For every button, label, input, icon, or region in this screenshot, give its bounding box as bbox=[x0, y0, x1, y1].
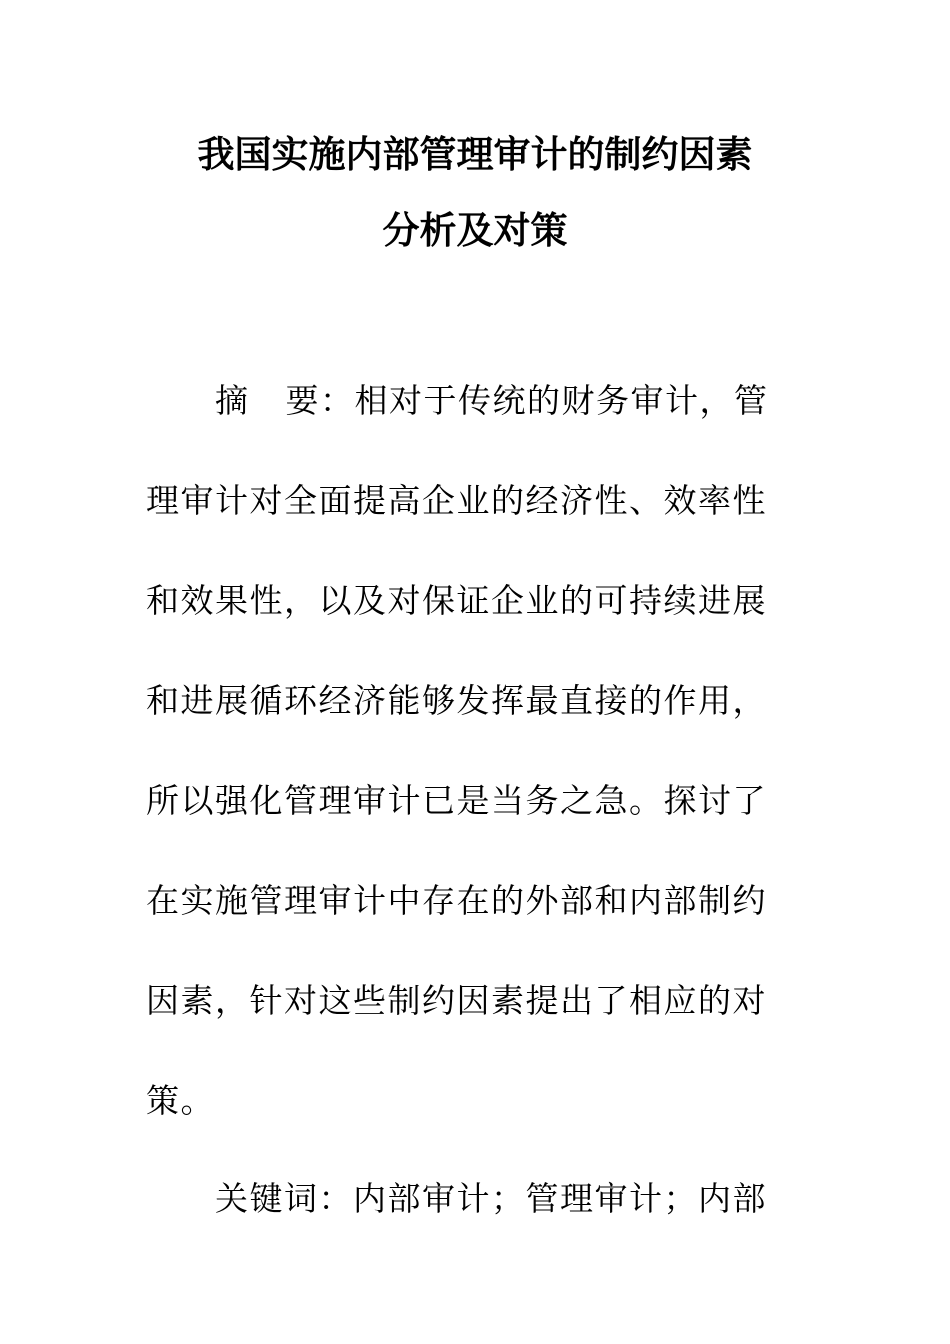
abstract-label-part-1: 摘 bbox=[215, 381, 250, 420]
abstract-line-2: 理审计对全面提高企业的经济性、效率性 bbox=[146, 481, 767, 520]
abstract-first-line bbox=[215, 381, 778, 421]
abstract-line-8: 策。 bbox=[146, 1081, 215, 1120]
abstract-line-5: 所以强化管理审计已是当务之急。探讨了 bbox=[146, 781, 767, 820]
abstract-line-3: 和效果性，以及对保证企业的可持续进展 bbox=[146, 581, 767, 620]
document-title-line-1: 我国实施内部管理审计的制约因素 bbox=[197, 132, 753, 176]
abstract-label-part-2: 要： bbox=[285, 381, 355, 420]
abstract-line-6: 在实施管理审计中存在的外部和内部制约 bbox=[146, 881, 767, 920]
abstract-line-1: 相对于传统的财务审计，管 bbox=[354, 381, 769, 420]
document-title-line-2: 分析及对策 bbox=[382, 208, 568, 252]
abstract-line-7: 因素，针对这些制约因素提出了相应的对 bbox=[146, 981, 767, 1020]
abstract-line-4: 和进展循环经济能够发挥最直接的作用， bbox=[146, 681, 767, 720]
keywords-line: 关键词：内部审计；管理审计；内部 bbox=[215, 1179, 767, 1218]
